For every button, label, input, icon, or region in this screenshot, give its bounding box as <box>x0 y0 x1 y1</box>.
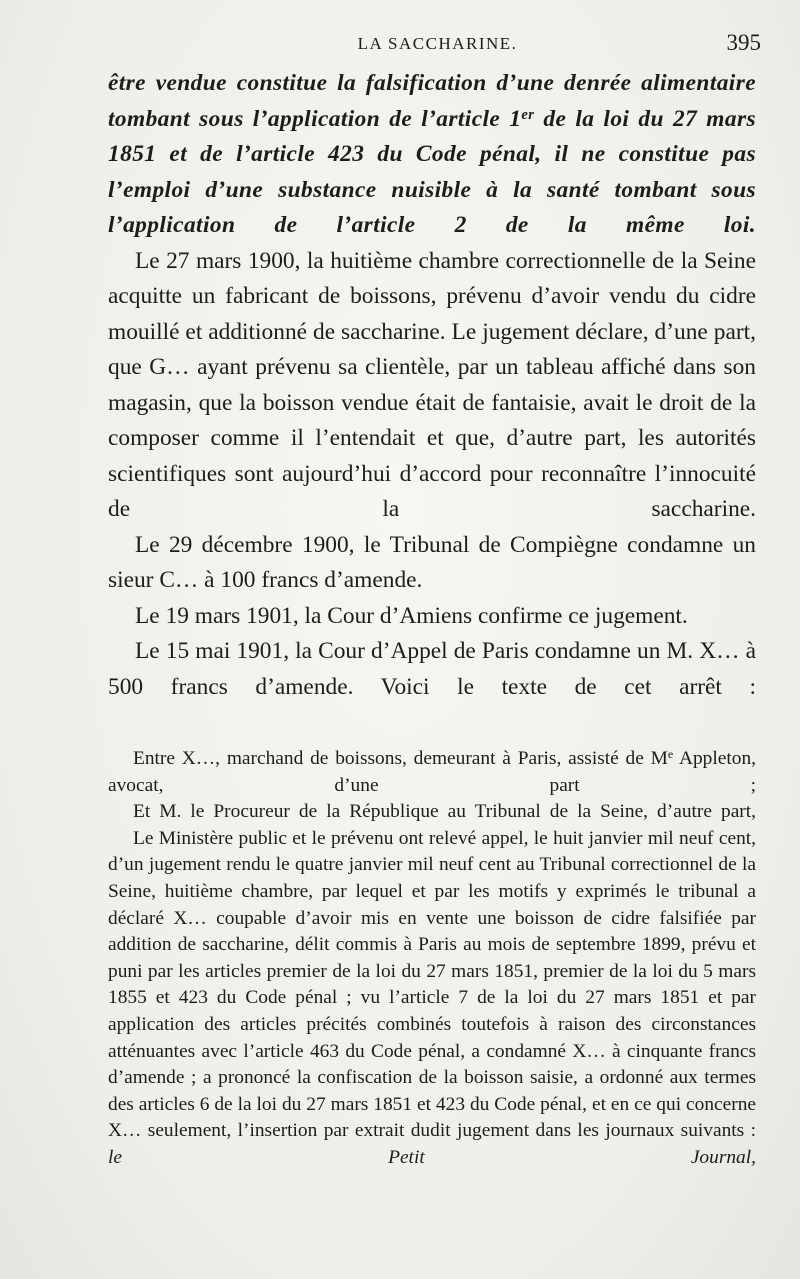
lead-paragraph <box>108 66 756 244</box>
lead-text-part-2: de la loi du 27 mars 1851 et de l’article 423 du Code pénal, il ne constitue pas l’emploi d’une substance nuisible à la santé tombant sous l’application de l’article 2 de la même loi. <box>108 105 756 238</box>
quote-paragraph-parties <box>108 746 756 799</box>
quote-parties-part-2: Appleton, avocat, d’une part ; <box>108 748 756 796</box>
quote-parties-part-1: Entre X…, marchand de boissons, demeurant à Paris, assisté de M <box>133 748 668 769</box>
running-title: LA SACCHARINE. <box>357 34 518 53</box>
running-head <box>110 30 765 58</box>
paragraph-acquittal: Le 27 mars 1900, la huitième chambre correctionnelle de la Seine acquitte un fabricant de boissons, prévenu d’avoir vendu du cidre mouillé et additionné de saccharine. Le jugement déclare, d’une part, que G… ayant prévenu sa clientèle, par un tableau affiché dans son magasin, que la boisson vendue était de fantaisie, avait le droit de la composer comme il l’entendait et que, d’autre part, les autorités scientifiques sont aujourd’hui d’accord pour reconnaître l’innocuité de la saccharine. <box>108 247 756 522</box>
decree-quotation <box>108 746 756 1172</box>
quote-journal-name: le Petit Journal, <box>108 1146 756 1168</box>
lead-text-part-1: être vendue constitue la falsification d’une denrée alimentaire tombant sous l’application de l’article 1 <box>108 70 756 132</box>
paragraph-compiegne: Le 29 décembre 1900, le Tribunal de Compiègne condamne un sieur C… à 100 francs d’amende. <box>108 531 756 593</box>
quote-paragraph-prosecutor: Et M. le Procureur de la République au Tribunal de la Seine, d’autre part, <box>133 801 756 823</box>
lead-superscript: er <box>521 106 535 123</box>
page-number: 395 <box>726 30 761 55</box>
main-text <box>108 66 756 705</box>
text-block <box>108 66 756 1172</box>
paragraph-paris: Le 15 mai 1901, la Cour d’Appel de Paris condamne un M. X… à 500 francs d’amende. Voici le texte de cet arrêt : <box>108 638 756 700</box>
quote-paragraph-appeal <box>108 826 756 1172</box>
quote-appeal-text: Le Ministère public et le prévenu ont relevé appel, le huit janvier mil neuf cent, d’un jugement rendu le quatre janvier mil neuf cent au Tribunal correctionnel de la Seine, huitième chambre, par lequel et par les motifs y exprimés le tribunal a déclaré X… coupable d’avoir mis en vente une boisson de cidre falsifiée par addition de saccharine, délit commis à Paris au mois de septembre 1899, prévu et puni par les articles premier de la loi du 27 mars 1851, premier de la loi du 5 mars 1855 et 423 du Code pénal ; vu l’article 7 de la loi du 27 mars 1851 et par application des articles précités combinés toutefois à raison des circonstances atténuantes avec l’article 463 du Code pénal, a condamné X… à cinquante francs d’amende ; a prononcé la confiscation de la boisson saisie, a ordonné aux termes des articles 6 de la loi du 27 mars 1851 et 423 du Code pénal, et en ce qui concerne X… seulement, l’insertion par extrait dudit jugement dans les journaux suivants : <box>108 827 756 1142</box>
paragraph-amiens: Le 19 mars 1901, la Cour d’Amiens confirme ce jugement. <box>135 602 688 629</box>
quote-superscript: e <box>667 747 674 761</box>
